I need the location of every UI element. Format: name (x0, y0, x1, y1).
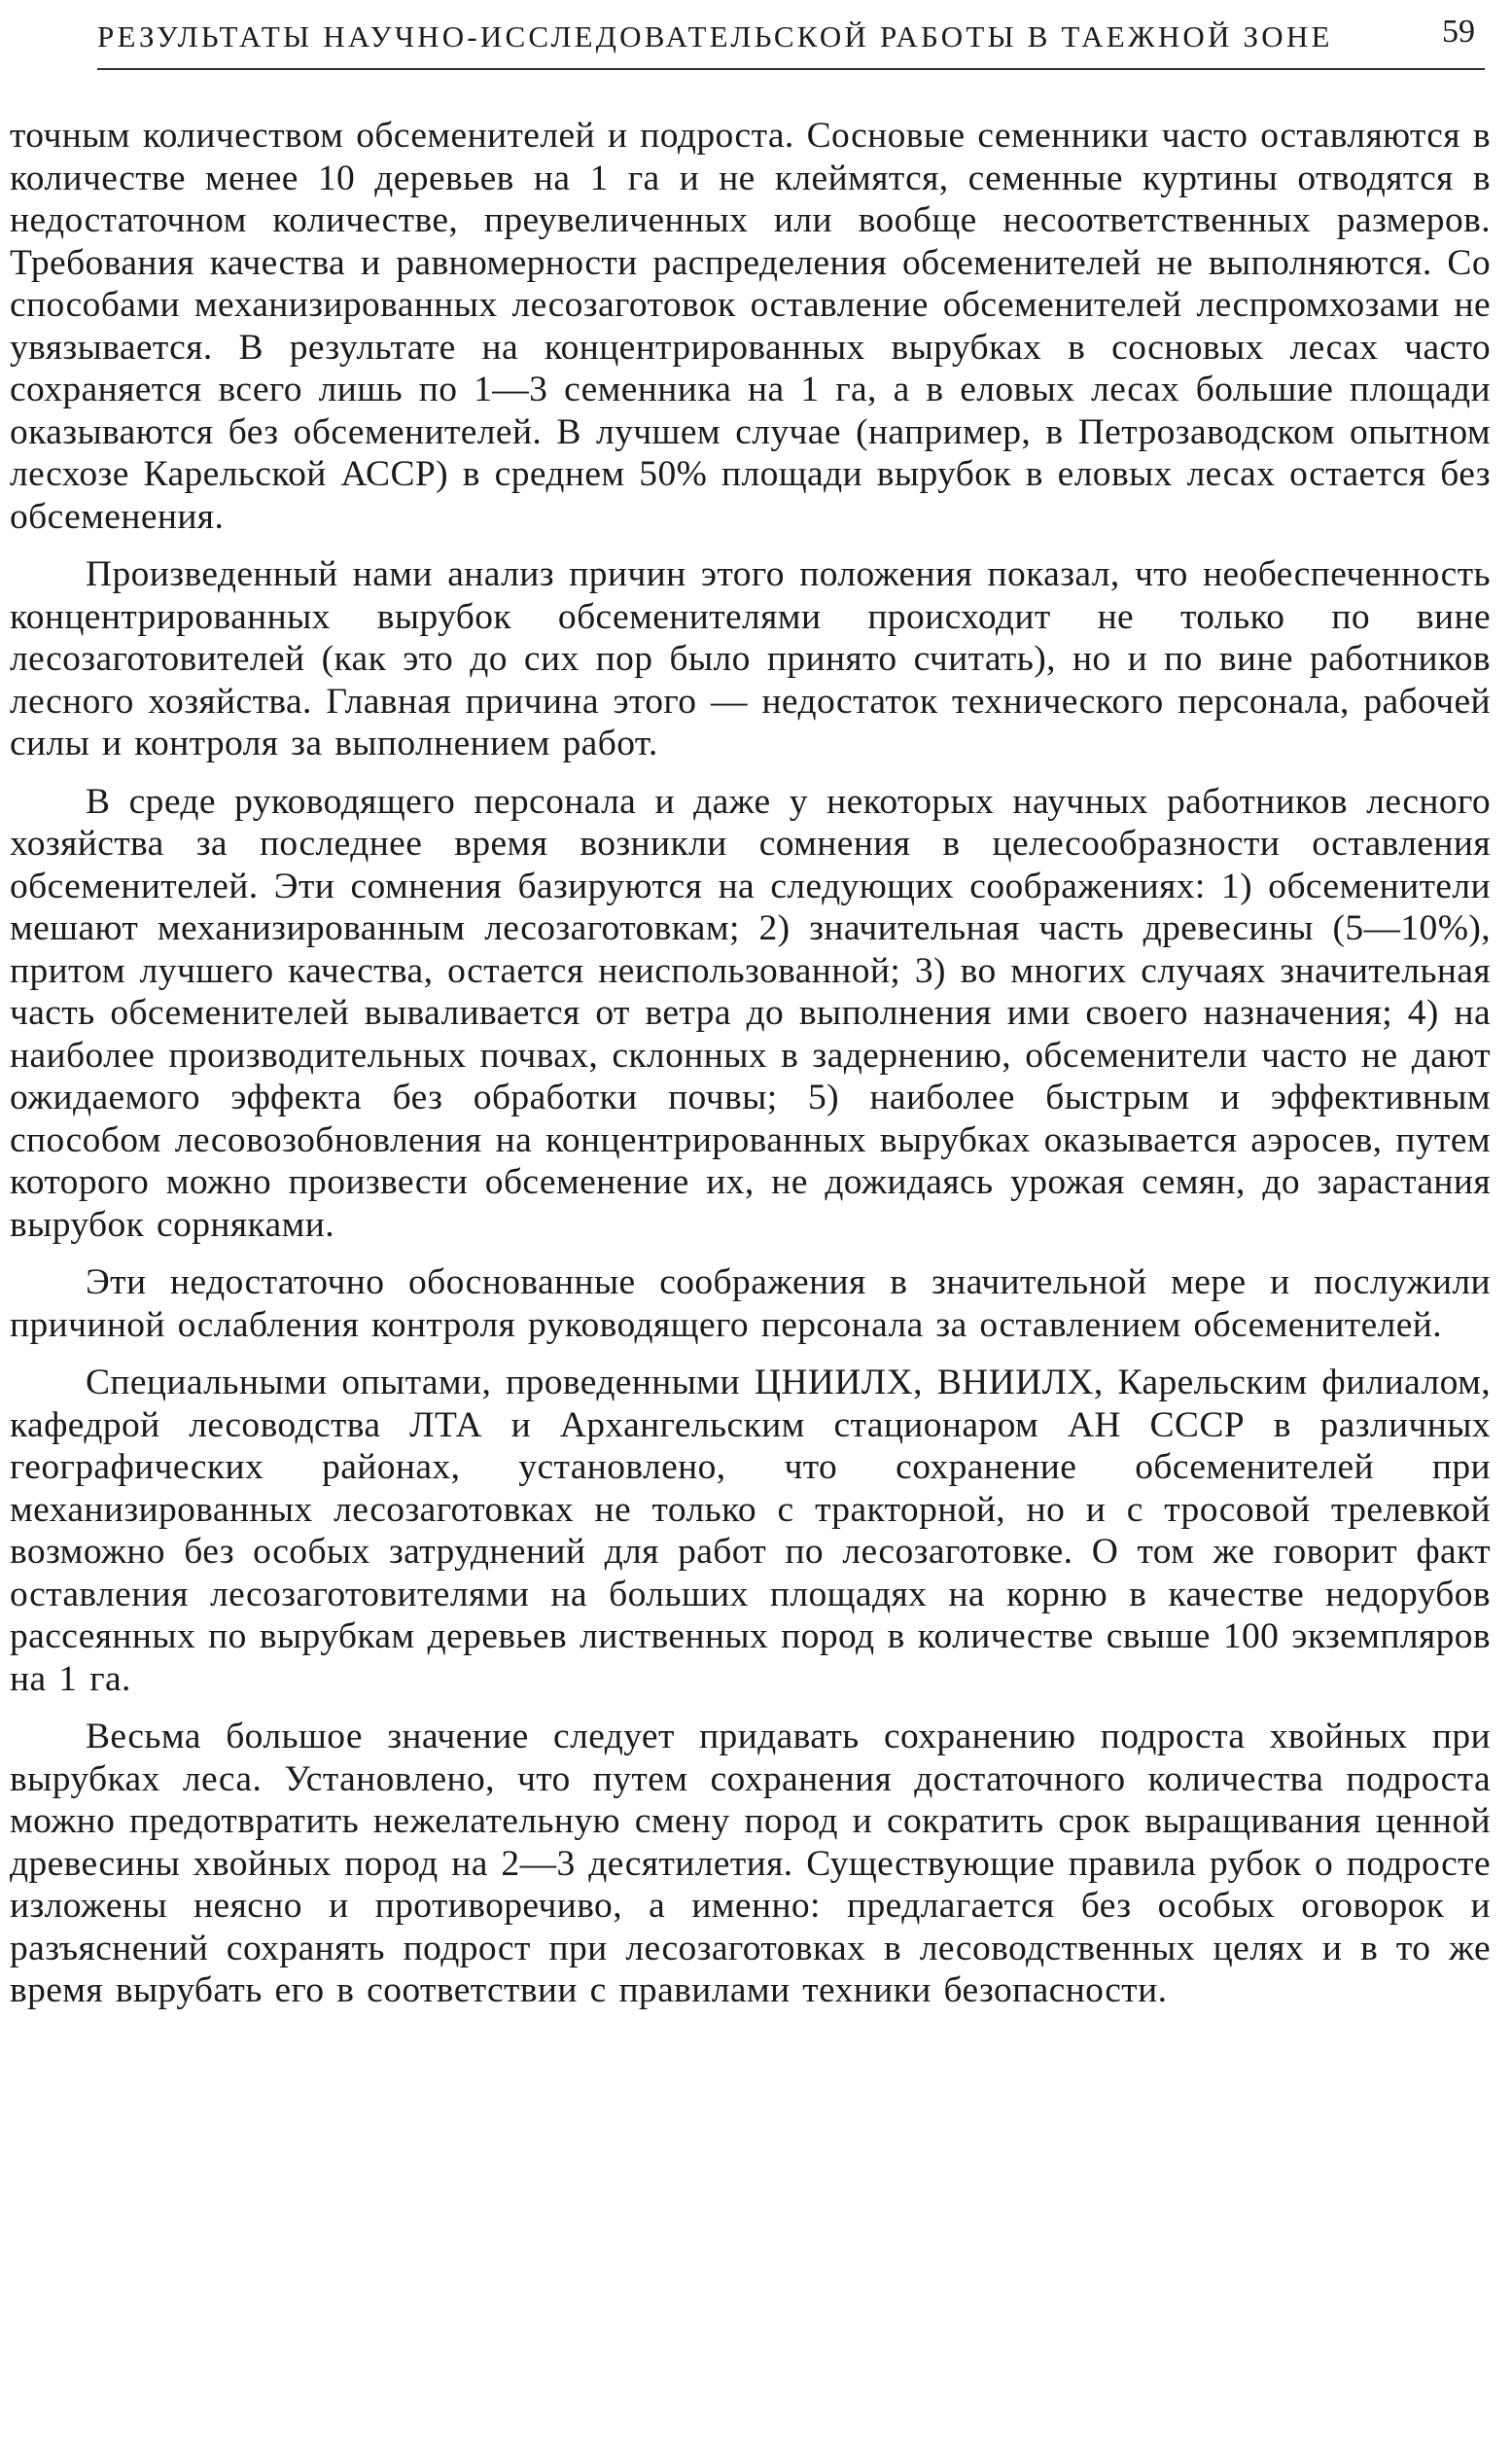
paragraph-5: Специальными опытами, проведенными ЦНИИЛХ, ВНИИЛХ, Карельским филиалом, кафедрой лесоводства ЛТА и Архангельским стационаром АН СССР в различных географических районах, установлено, что сохранение обсеменителей при механизированных лесозаготовках не только с тракторной, но и с тросовой трелевкой возможно без особых затруднений для работ по лесозаготовке. О том же говорит факт оставления лесозаготовителями на больших площадях на корню в качестве недорубов рассеянных по вырубкам деревьев лиственных пород в количестве свыше 100 экземпляров на 1 га. (10, 1363, 1491, 1699)
page-number: 59 (1442, 14, 1475, 50)
paragraph-4: Эти недостаточно обоснованные соображения в значительной мере и послужили причиной ослабления контроля руководящего персонала за оставлением обсеменителей. (10, 1262, 1491, 1345)
paragraph-1: точным количеством обсеменителей и подроста. Сосновые семенники часто оставляются в количестве менее 10 деревьев на 1 га и не клеймятся, семенные куртины отводятся в недостаточном количестве, преувеличенных или вообще несоответственных размеров. Требования качества и равномерности распределения обсеменителей не выполняются. Со способами механизированных лесозаготовок оставление обсеменителей леспромхозами не увязывается. В результате на концентрированных вырубках в сосновых лесах часто сохраняется всего лишь по 1—3 семенника на 1 га, а в еловых лесах большие площади оказываются без обсеменителей. В лучшем случае (например, в Петрозаводском опытном лесхозе Карельской АССР) в среднем 50% площади вырубок в еловых лесах остается без обсеменения. (10, 116, 1491, 537)
header-title: РЕЗУЛЬТАТЫ НАУЧНО-ИССЛЕДОВАТЕЛЬСКОЙ РАБОТЫ В ТАЕЖНОЙ ЗОНЕ (97, 19, 1333, 53)
paragraph-2: Произведенный нами анализ причин этого положения показал, что необеспеченность концентрированных вырубок обсеменителями происходит не только по вине лесозаготовителей (как это до сих пор было принято считать), но и по вине работников лесного хозяйства. Главная причина этого — недостаток технического персонала, рабочей силы и контроля за выполнением работ. (10, 554, 1491, 763)
body-text (10, 115, 1491, 2028)
running-header (97, 14, 1485, 70)
paragraph-3: В среде руководящего персонала и даже у некоторых научных работников лесного хозяйства за последнее время возникли сомнения в целесообразности оставления обсеменителей. Эти сомнения базируются на следующих соображениях: 1) обсеменители мешают механизированным лесозаготовкам; 2) значительная часть древесины (5—10%), притом лучшего качества, остается неиспользованной; 3) во многих случаях значительная часть обсеменителей вываливается от ветра до выполнения ими своего назначения; 4) на наиболее производительных почвах, склонных в задернению, обсеменители часто не дают ожидаемого эффекта без обработки почвы; 5) наиболее быстрым и эффективным способом лесовозобновления на концентрированных вырубках оказывается аэросев, путем которого можно произвести обсеменение их, не дожидаясь урожая семян, до зарастания вырубок сорняками. (10, 781, 1491, 1245)
paragraph-6: Весьма большое значение следует придавать сохранению подроста хвойных при вырубках леса. Установлено, что путем сохранения достаточного количества подроста можно предотвратить нежелательную смену пород и сократить срок выращивания ценной древесины хвойных пород на 2—3 десятилетия. Существующие правила рубок о подросте изложены неясно и противоречиво, а именно: предлагается без особых оговорок и разъяснений сохранять подрост при лесозаготовках в лесоводственных целях и в то же время вырубать его в соответствии с правилами техники безопасности. (10, 1717, 1491, 2010)
